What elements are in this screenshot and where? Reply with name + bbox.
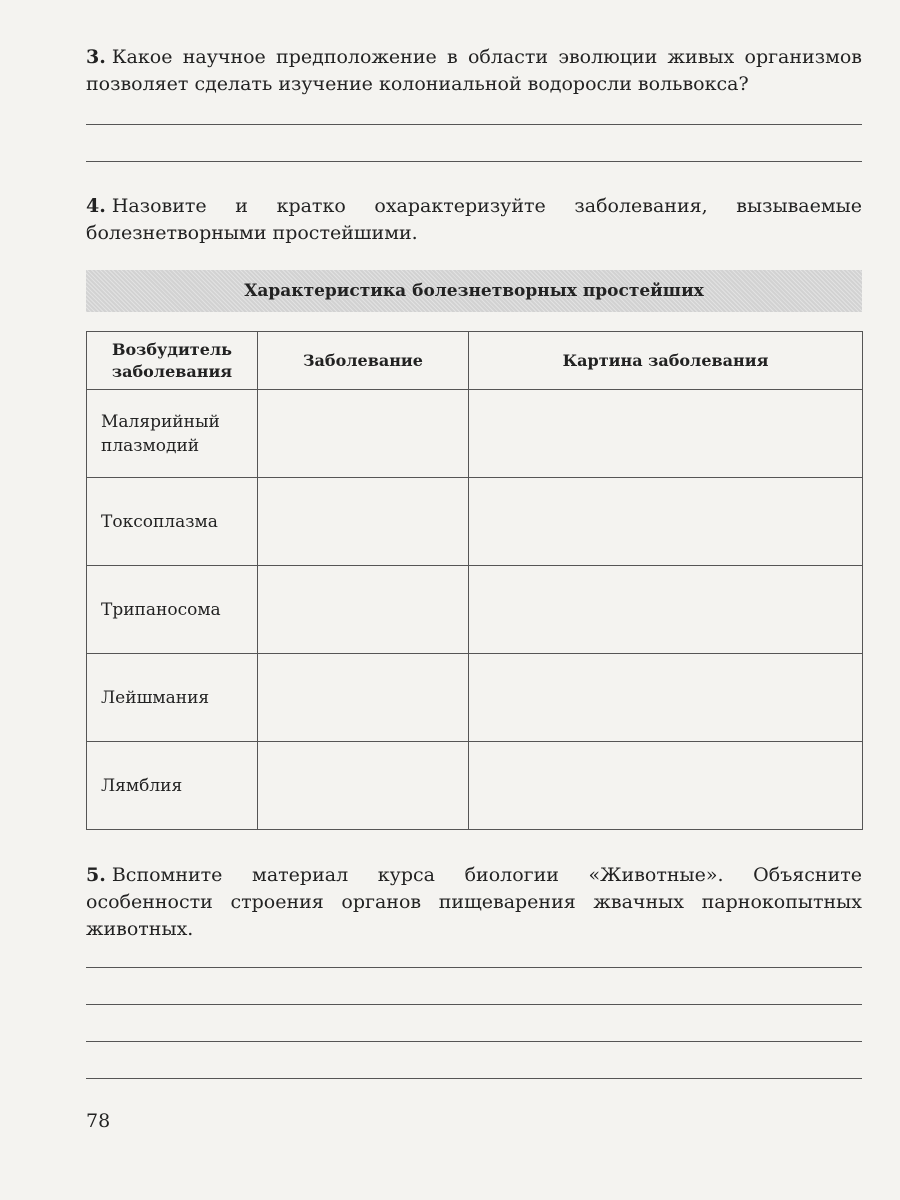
- question-number: 5.: [86, 864, 106, 886]
- table-header-row: [87, 332, 863, 390]
- disease-picture-cell[interactable]: [469, 742, 863, 830]
- disease-picture-cell[interactable]: [469, 390, 863, 478]
- pathogen-cell: Лямблия: [87, 742, 258, 830]
- pathogen-cell: Малярийный плазмодий: [87, 390, 258, 478]
- protozoa-table: [86, 331, 863, 830]
- header-disease-picture: Картина заболевания: [469, 332, 863, 390]
- question-4: [86, 193, 862, 247]
- page-number: 78: [86, 1110, 111, 1132]
- table-title: Характеристика болезнетворных простейших: [86, 270, 862, 312]
- question-5: [86, 862, 862, 943]
- question-text: Назовите и кратко охарактеризуйте заболевания, вызываемые болезнетворными простейшими.: [86, 195, 862, 244]
- pathogen-cell: Трипаносома: [87, 566, 258, 654]
- table-row: [87, 478, 863, 566]
- disease-cell[interactable]: [258, 654, 469, 742]
- pathogen-cell: Лейшмания: [87, 654, 258, 742]
- question-3: [86, 44, 862, 98]
- answer-line[interactable]: [86, 161, 862, 162]
- answer-line[interactable]: [86, 1004, 862, 1005]
- header-disease: Заболевание: [258, 332, 469, 390]
- disease-picture-cell[interactable]: [469, 478, 863, 566]
- answer-line[interactable]: [86, 124, 862, 125]
- pathogen-cell: Токсоплазма: [87, 478, 258, 566]
- answer-line[interactable]: [86, 1041, 862, 1042]
- question-number: 3.: [86, 46, 106, 68]
- question-text: Вспомните материал курса биологии «Животные». Объясните особенности строения органов пищеварения жвачных парнокопытных животных.: [86, 864, 862, 940]
- disease-cell[interactable]: [258, 390, 469, 478]
- answer-line[interactable]: [86, 967, 862, 968]
- header-pathogen: Возбудитель заболевания: [87, 332, 258, 390]
- disease-picture-cell[interactable]: [469, 654, 863, 742]
- answer-line[interactable]: [86, 1078, 862, 1079]
- table-row: [87, 566, 863, 654]
- table-row: [87, 654, 863, 742]
- question-text: Какое научное предположение в области эволюции живых организмов позволяет сделать изучение колониальной водоросли вольвокса?: [86, 46, 862, 95]
- disease-picture-cell[interactable]: [469, 566, 863, 654]
- table-row: [87, 390, 863, 478]
- disease-cell[interactable]: [258, 742, 469, 830]
- question-number: 4.: [86, 195, 106, 217]
- disease-cell[interactable]: [258, 566, 469, 654]
- disease-cell[interactable]: [258, 478, 469, 566]
- table-row: [87, 742, 863, 830]
